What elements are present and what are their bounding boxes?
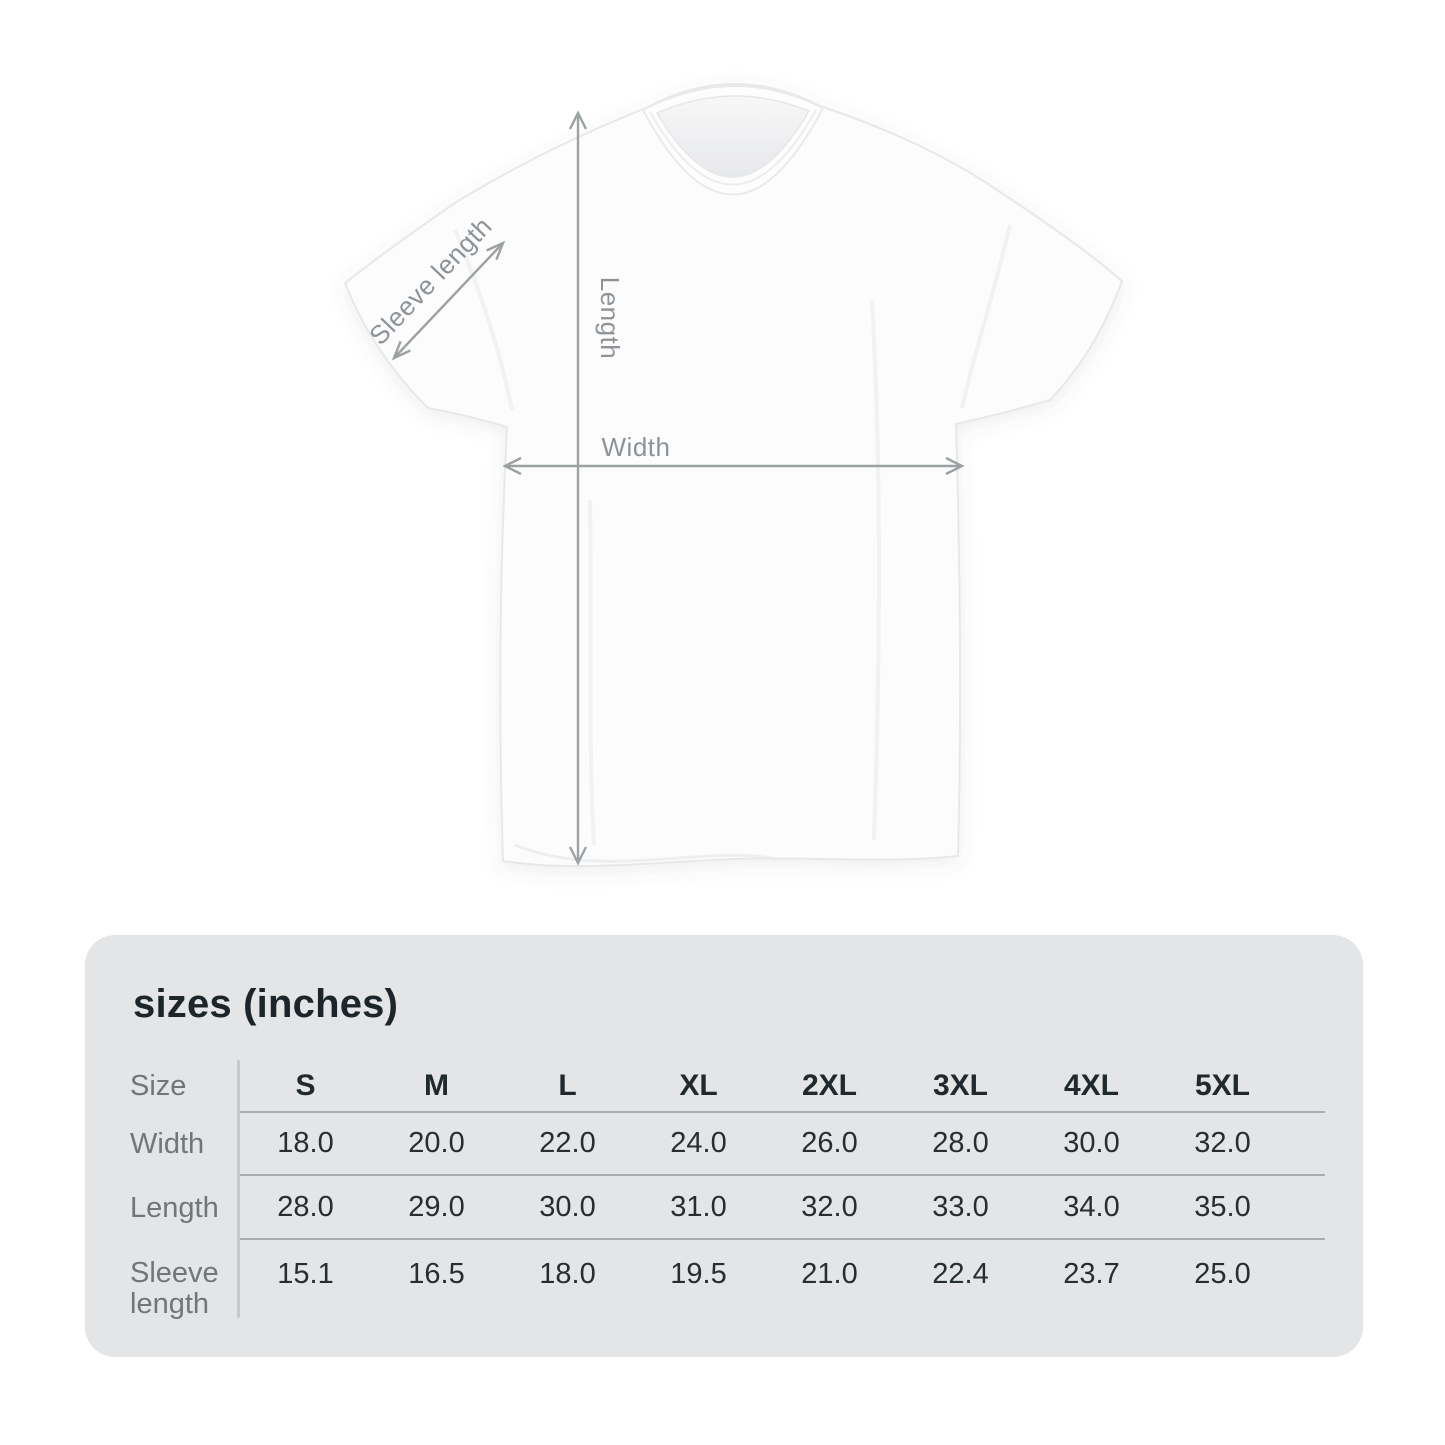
row-label-width: Width — [130, 1128, 205, 1160]
length-value: 32.0 — [801, 1190, 858, 1223]
corner-label: Size — [130, 1070, 187, 1102]
sleeve-length-value: 18.0 — [539, 1258, 596, 1290]
length-row — [240, 1176, 1325, 1240]
length-value: 34.0 — [1063, 1190, 1120, 1223]
size-header: XL — [679, 1068, 718, 1102]
length-label: Length — [595, 276, 625, 360]
sleeve-length-value: 25.0 — [1194, 1258, 1251, 1290]
length-value: 33.0 — [932, 1190, 989, 1223]
size-header: L — [558, 1068, 577, 1102]
size-header: M — [424, 1068, 449, 1102]
width-value: 18.0 — [277, 1127, 334, 1159]
sleeve-length-value: 19.5 — [670, 1258, 727, 1290]
sleeve-length-value: 23.7 — [1063, 1258, 1120, 1290]
sleeve-length-label: Sleeve length — [363, 210, 498, 351]
width-row — [240, 1113, 1325, 1176]
size-header: 2XL — [801, 1068, 858, 1102]
size-header: 5XL — [1194, 1068, 1251, 1102]
length-value: 30.0 — [539, 1190, 596, 1223]
tshirt-silhouette — [345, 84, 1122, 866]
sleeve-length-value: 22.4 — [932, 1258, 989, 1290]
row-label-sleeve-length: Sleeve length — [130, 1257, 219, 1320]
width-value: 26.0 — [801, 1127, 858, 1159]
table-label-column — [130, 1060, 237, 1330]
width-value: 22.0 — [539, 1127, 596, 1159]
tshirt-image — [345, 84, 1122, 866]
vertical-divider — [237, 1060, 240, 1318]
width-label: Width — [601, 432, 671, 462]
sleeve-length-value: 16.5 — [408, 1258, 465, 1290]
length-value: 29.0 — [408, 1190, 465, 1223]
sizes-panel — [85, 935, 1363, 1357]
table-data-columns — [240, 1060, 1325, 1330]
sleeve-length-value: 15.1 — [277, 1258, 334, 1290]
size-table — [130, 1060, 1325, 1330]
width-value: 24.0 — [670, 1127, 727, 1159]
sleeve-length-row — [240, 1240, 1325, 1330]
size-header: S — [295, 1068, 316, 1102]
width-value: 32.0 — [1194, 1127, 1251, 1159]
size-header: 3XL — [932, 1068, 989, 1102]
length-value: 35.0 — [1194, 1190, 1251, 1223]
width-value: 28.0 — [932, 1127, 989, 1159]
width-value: 30.0 — [1063, 1127, 1120, 1159]
size-header: 4XL — [1063, 1068, 1120, 1102]
length-value: 28.0 — [277, 1190, 334, 1223]
row-label-length: Length — [130, 1191, 219, 1224]
size-header-row — [240, 1060, 1325, 1113]
length-value: 31.0 — [670, 1190, 727, 1223]
width-value: 20.0 — [408, 1127, 465, 1159]
panel-title: sizes (inches) — [133, 982, 399, 1026]
sleeve-length-value: 21.0 — [801, 1258, 858, 1290]
